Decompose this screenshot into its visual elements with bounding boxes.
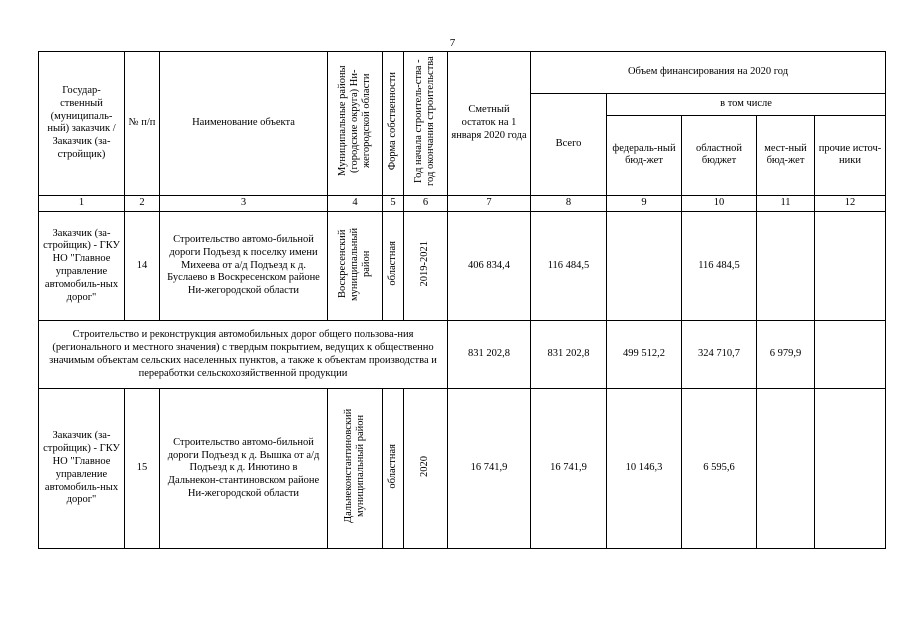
row-object-name: Строительство автомо-бильной дороги Подъезд к д. Вышка от а/д Подъезд к д. Инютино в Дальнекон-стантиновском районе Ни-жегородской области bbox=[160, 389, 328, 549]
header-estimate: Сметный остаток на 1 января 2020 года bbox=[448, 52, 531, 196]
row-years-text: 2020 bbox=[419, 455, 431, 477]
header-years-text: Год начала строитель-ства - год окончания строительства bbox=[413, 56, 437, 186]
col-num: 8 bbox=[531, 195, 607, 211]
header-row-1 bbox=[39, 52, 886, 94]
section-local: 6 979,9 bbox=[757, 321, 815, 389]
col-num: 10 bbox=[682, 195, 757, 211]
header-no: № п/п bbox=[125, 52, 160, 196]
table-row bbox=[39, 211, 886, 321]
row-local bbox=[757, 389, 815, 549]
row-district bbox=[328, 211, 383, 321]
row-ownership bbox=[383, 211, 404, 321]
header-district bbox=[328, 52, 383, 196]
row-other bbox=[815, 389, 886, 549]
row-no: 15 bbox=[125, 389, 160, 549]
row-district-text: Воскресенский муниципальный район bbox=[336, 227, 373, 301]
section-text: Строительство и реконструкция автомобильных дорог общего пользова-ния (регионального и местного значения) с твердым покрытием, ведущих к общественно значимым объектам сельских населенных пунктов, а также к объектам производства и переработки сельскохозяйственной продукции bbox=[39, 321, 448, 389]
col-num: 6 bbox=[404, 195, 448, 211]
row-estimate: 16 741,9 bbox=[448, 389, 531, 549]
col-num: 12 bbox=[815, 195, 886, 211]
row-no: 14 bbox=[125, 211, 160, 321]
row-total: 116 484,5 bbox=[531, 211, 607, 321]
section-regional: 324 710,7 bbox=[682, 321, 757, 389]
table-row bbox=[39, 389, 886, 549]
section-total: 831 202,8 bbox=[531, 321, 607, 389]
row-federal bbox=[607, 211, 682, 321]
row-ownership bbox=[383, 389, 404, 549]
row-federal: 10 146,3 bbox=[607, 389, 682, 549]
col-num: 9 bbox=[607, 195, 682, 211]
header-district-text: Муниципальные районы (городские округа) Ни-жегородской области bbox=[336, 65, 373, 177]
row-years bbox=[404, 389, 448, 549]
header-other: прочие источ-ники bbox=[815, 115, 886, 195]
header-including: в том числе bbox=[607, 94, 886, 116]
section-other bbox=[815, 321, 886, 389]
row-years bbox=[404, 211, 448, 321]
col-num: 2 bbox=[125, 195, 160, 211]
column-numbers-row bbox=[39, 195, 886, 211]
col-num: 5 bbox=[383, 195, 404, 211]
col-num: 7 bbox=[448, 195, 531, 211]
header-object-name: Наименование объекта bbox=[160, 52, 328, 196]
row-ownership-text: областная bbox=[386, 444, 398, 489]
row-ownership-text: областная bbox=[386, 241, 398, 286]
header-ownership-text: Форма собственности bbox=[386, 71, 398, 171]
header-regional: областной бюджет bbox=[682, 115, 757, 195]
row-local bbox=[757, 211, 815, 321]
header-funding: Объем финансирования на 2020 год bbox=[531, 52, 886, 94]
header-local: мест-ный бюд-жет bbox=[757, 115, 815, 195]
row-estimate: 406 834,4 bbox=[448, 211, 531, 321]
row-customer: Заказчик (за-стройщик) - ГКУ НО "Главное управление автомобиль-ных дорог" bbox=[39, 389, 125, 549]
row-district bbox=[328, 389, 383, 549]
row-regional: 6 595,6 bbox=[682, 389, 757, 549]
section-row bbox=[39, 321, 886, 389]
row-district-text: Дальнеконстантиновский муниципальный район bbox=[342, 409, 366, 524]
col-num: 4 bbox=[328, 195, 383, 211]
col-num: 11 bbox=[757, 195, 815, 211]
header-customer: Государ-ственный (муниципаль-ный) заказчик /Заказчик (за-стройщик) bbox=[39, 52, 125, 196]
row-total: 16 741,9 bbox=[531, 389, 607, 549]
section-estimate: 831 202,8 bbox=[448, 321, 531, 389]
row-regional: 116 484,5 bbox=[682, 211, 757, 321]
section-federal: 499 512,2 bbox=[607, 321, 682, 389]
financing-table bbox=[38, 51, 886, 549]
row-years-text: 2019-2021 bbox=[419, 240, 431, 287]
header-years bbox=[404, 52, 448, 196]
row-object-name: Строительство автомо-бильной дороги Подъезд к поселку имени Михеева от а/д Подъезд к д. Буслаево в Воскресенском районе Ни-жегородской области bbox=[160, 211, 328, 321]
header-federal: федераль-ный бюд-жет bbox=[607, 115, 682, 195]
header-ownership bbox=[383, 52, 404, 196]
col-num: 1 bbox=[39, 195, 125, 211]
page-number: 7 bbox=[449, 37, 456, 49]
row-other bbox=[815, 211, 886, 321]
header-total: Всего bbox=[531, 94, 607, 196]
row-customer: Заказчик (за-стройщик) - ГКУ НО "Главное управление автомобиль-ных дорог" bbox=[39, 211, 125, 321]
col-num: 3 bbox=[160, 195, 328, 211]
